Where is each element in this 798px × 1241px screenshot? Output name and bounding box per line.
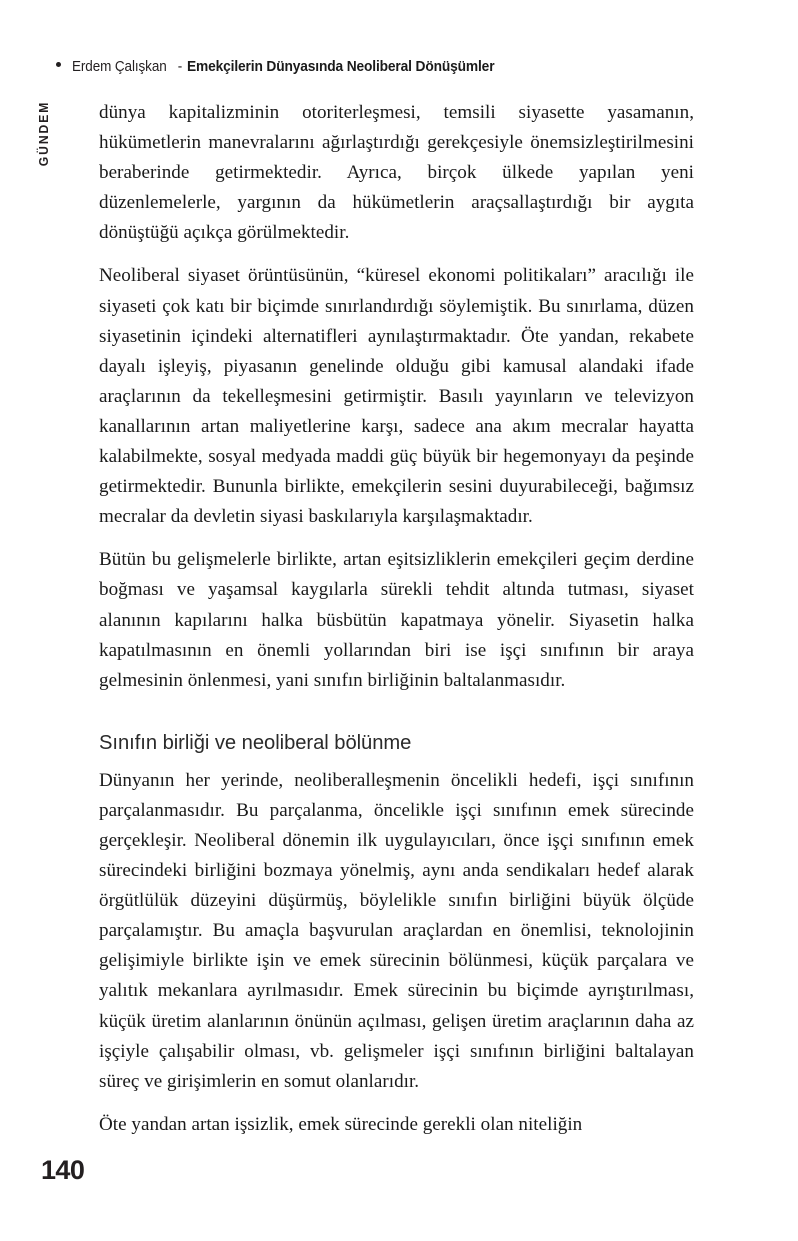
bullet-dot-icon bbox=[56, 62, 61, 67]
section-tab bbox=[31, 28, 51, 167]
running-head bbox=[56, 59, 517, 75]
body-paragraph: Dünyanın her yerinde, neoliberalleşmenin öncelikli hedefi, işçi sınıfının parçalanmasıdır. Bu parçalanma, öncelikle işçi sınıfının emek sürecinde gerçekleşir. Neoliberal dönemin ilk uygulayıcıları, önce işçi sınıfının emek sürecindeki birliğini bozmaya yönelmiş, aynı anda sendikaları hedef alarak örgütlülük düzeyini düşürmüş, böylelikle sınıfın birliğini büyük ölçüde parçalamıştır. Bu amaçla başvurulan araçlardan en önemlisi, teknolojinin gelişimiyle birlikte işin ve emek sürecinin bölünmesi, küçük parçalara ve yalıtık mekanlara ayrılmasıdır. Emek sürecinin bu biçimde ayrıştırılması, küçük üretim alanlarının önünün açılması, gelişen üretim araçlarının daha az işçiyle çalışabilir olması, vb. gelişmeler işçi sınıfının birliğini baltalayan süreç ve girişimlerin en somut olanlarıdır. bbox=[99, 769, 694, 1092]
running-head-article-title: Emekçilerin Dünyasında Neoliberal Dönüşümler bbox=[186, 59, 495, 75]
running-head-separator: - bbox=[177, 59, 182, 75]
body-paragraph: Öte yandan artan işsizlik, emek sürecinde gerekli olan niteliğin bbox=[99, 1113, 583, 1135]
body-paragraph: dünya kapitalizminin otoriterleşmesi, temsili siyasette yasamanın, hükümetlerin manevralarını ağırlaştırdığı gerekçesiyle önemsizleştirilmesini beraberinde getirmektedir. Ayrıca, birçok ülkede yapılan yeni düzenlemelerle, yargının da hükümetlerin araçsallaştırdığı bir aygıta dönüştüğü açıkça görülmektedir. bbox=[99, 102, 694, 244]
body-text-column bbox=[99, 98, 694, 1140]
section-subheading: Sınıfın birliği ve neoliberal bölünme bbox=[99, 731, 412, 754]
running-head-author: Erdem Çalışkan bbox=[72, 59, 167, 75]
section-tab-label: GÜNDEM bbox=[36, 100, 51, 167]
page-number: 140 bbox=[41, 1155, 85, 1185]
body-paragraph: Bütün bu gelişmelerle birlikte, artan eşitsizliklerin emekçileri geçim derdine boğması ve yaşamsal kaygılarla sürekli tehdit altında tutması, siyaset alanının kapılarını halka büsbütün kapatmaya yönelir. Siyasetin halka kapatılmasının en önemli yollarından biri ise işçi sınıfının bir araya gelmesinin önlenmesi, yani sınıfın birliğinin baltalanmasıdır. bbox=[99, 549, 694, 691]
body-paragraph: Neoliberal siyaset örüntüsünün, “küresel ekonomi politikaları” aracılığı ile siyaseti çok katı bir biçimde sınırlandırdığı söylemiştik. Bu sınırlama, düzen siyasetinin içindeki alternatifleri aynılaştırmaktadır. Öte yandan, rekabete dayalı işleyiş, piyasanın genelinde olduğu gibi kamusal alandaki ifade araçlarının da tekelleşmesini getirmiştir. Basılı yayınların ve televizyon kanallarının artan maliyetlerine karşı, sadece ana akım mecralar hayatta kalabilmekte, sosyal medyada maddi güç büyük bir hegemonyayı da peşinde getirmektedir. Bununla birlikte, emekçilerin sesini duyurabileceği, bağımsız mecralar da devletin siyasi baskılarıyla karşılaşmaktadır. bbox=[99, 265, 694, 528]
